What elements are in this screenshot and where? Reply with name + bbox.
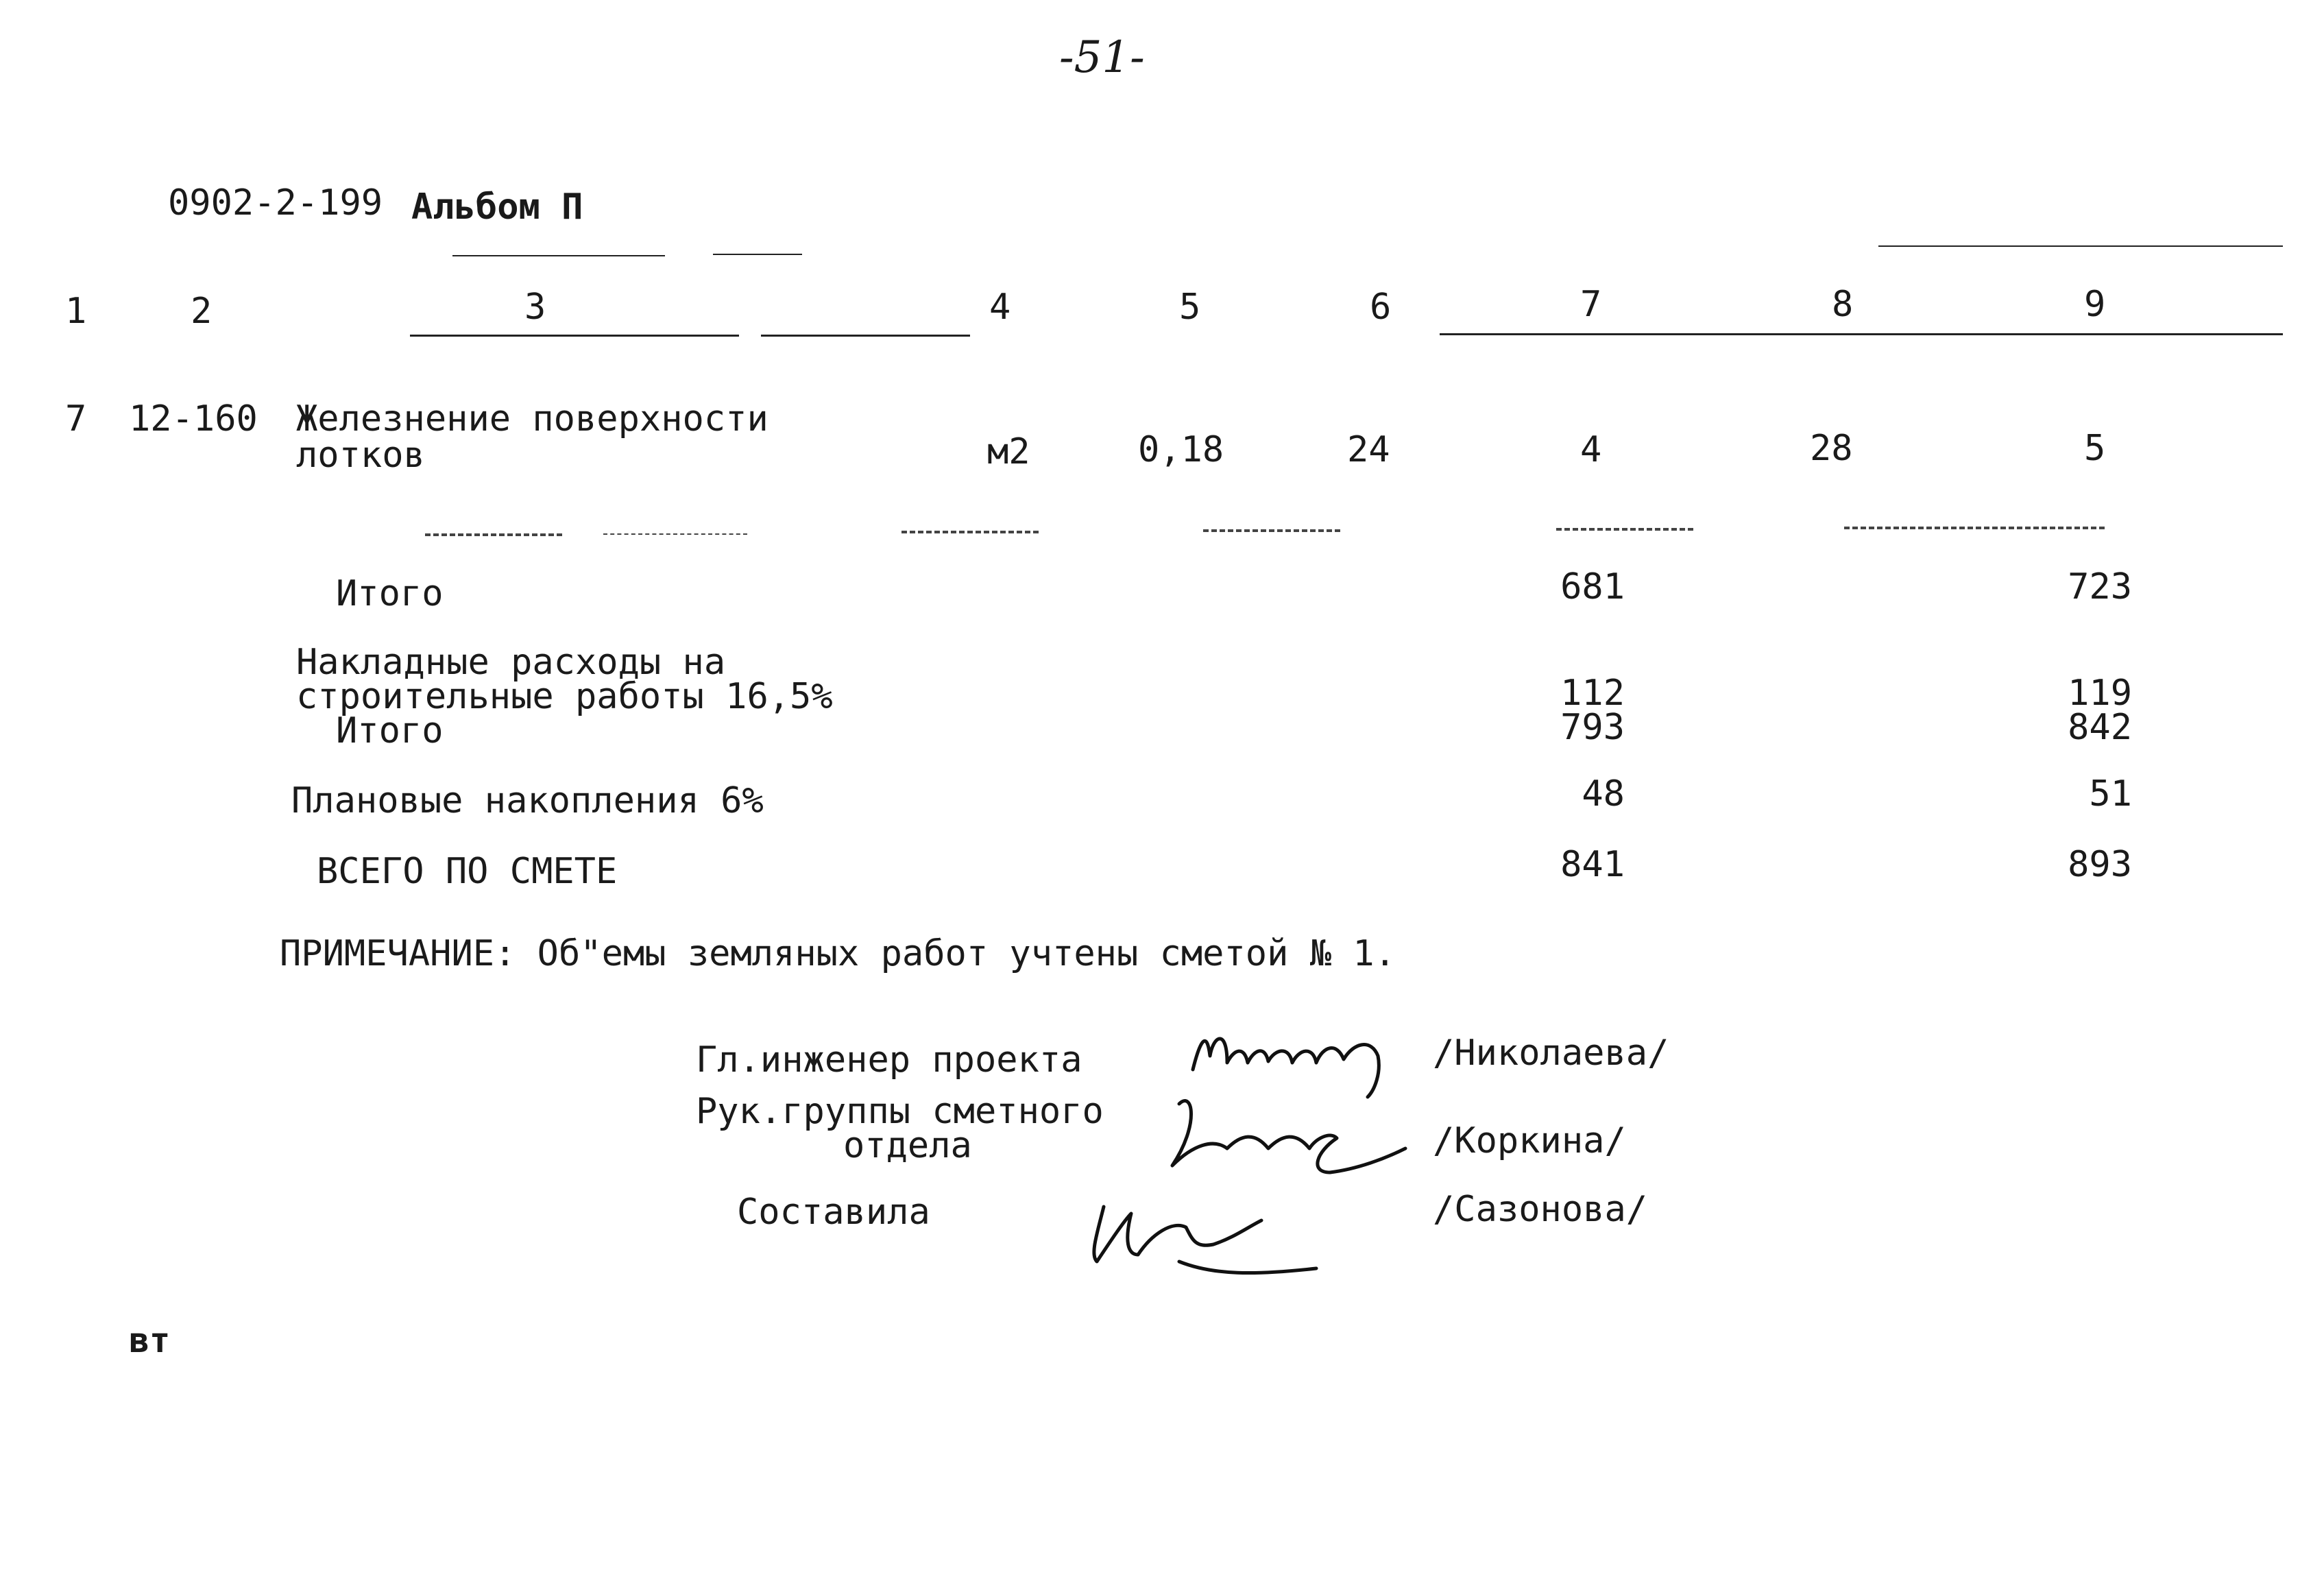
signature-role-line1: Рук.группы сметного [696,1091,1104,1132]
overhead-label-line2: строительные работы 16,5% [296,676,833,717]
page-number: -51- [1059,32,1145,83]
column-header: 2 [191,291,213,332]
handwritten-signature [1076,1179,1337,1282]
note: ПРИМЕЧАНИЕ: Об"емы земляных работ учтены сметой № 1. [280,933,1396,974]
footer-mark: вт [129,1321,171,1360]
overhead-col7: 112 [1560,673,1625,714]
separator-rule [1556,528,1693,531]
separator-rule [1203,529,1340,532]
overhead-label-line1: Накладные расходы на [296,642,726,683]
column-header: 6 [1370,287,1392,328]
separator-rule [901,531,1039,533]
row-col7: 4 [1580,429,1602,470]
signature-role-line2: отдела [843,1125,972,1166]
separator-rule [603,533,747,535]
column-header: 4 [989,287,1011,328]
planned-savings-col7: 48 [1582,773,1625,815]
row-number: 7 [65,398,87,439]
row-col8: 28 [1810,428,1853,469]
separator-rule [425,533,562,536]
header-rule [1878,245,2283,247]
column-header-underline [1440,333,2283,335]
column-header-underline [761,335,970,337]
row-name-line2: лотков [296,435,425,476]
signature-role: Гл.инженер проекта [696,1039,1082,1081]
signature-name: /Николаева/ [1433,1033,1669,1074]
total-col9: 723 [2068,566,2132,607]
album-label: Альбом П [411,186,583,228]
column-header: 3 [524,287,546,328]
handwritten-signature [1152,1083,1412,1186]
row-name-line1: Железнение поверхности [296,398,768,439]
subtotal-col7: 793 [1560,707,1625,748]
total-label: Итого [336,573,444,614]
column-header: 9 [2084,284,2106,325]
header-rule [452,255,665,256]
row-quantity: 0,18 [1138,429,1224,470]
header-rule [713,254,802,255]
subtotal-col9: 842 [2068,707,2132,748]
column-header: 1 [65,291,87,332]
row-code: 12-160 [129,398,258,439]
row-col9: 5 [2084,428,2106,469]
row-col6: 24 [1347,429,1390,470]
signature-name: /Сазонова/ [1433,1189,1648,1230]
column-header: 8 [1832,284,1854,325]
column-header: 7 [1580,284,1602,325]
column-header-underline [410,335,739,337]
document-code: 0902-2-199 [168,182,383,224]
planned-savings-label: Плановые накопления 6% [291,780,764,821]
grand-total-col9: 893 [2068,844,2132,885]
signature-role: Составила [737,1192,930,1233]
total-col7: 681 [1560,566,1625,607]
column-header: 5 [1179,287,1201,328]
planned-savings-col9: 51 [2089,773,2132,815]
overhead-col9: 119 [2068,673,2132,714]
grand-total-label: ВСЕГО ПО СМЕТЕ [317,851,618,892]
subtotal-label: Итого [336,710,444,751]
row-unit: м2 [987,431,1030,472]
signature-name: /Коркина/ [1433,1120,1626,1161]
separator-rule [1844,527,2105,529]
grand-total-col7: 841 [1560,844,1625,885]
